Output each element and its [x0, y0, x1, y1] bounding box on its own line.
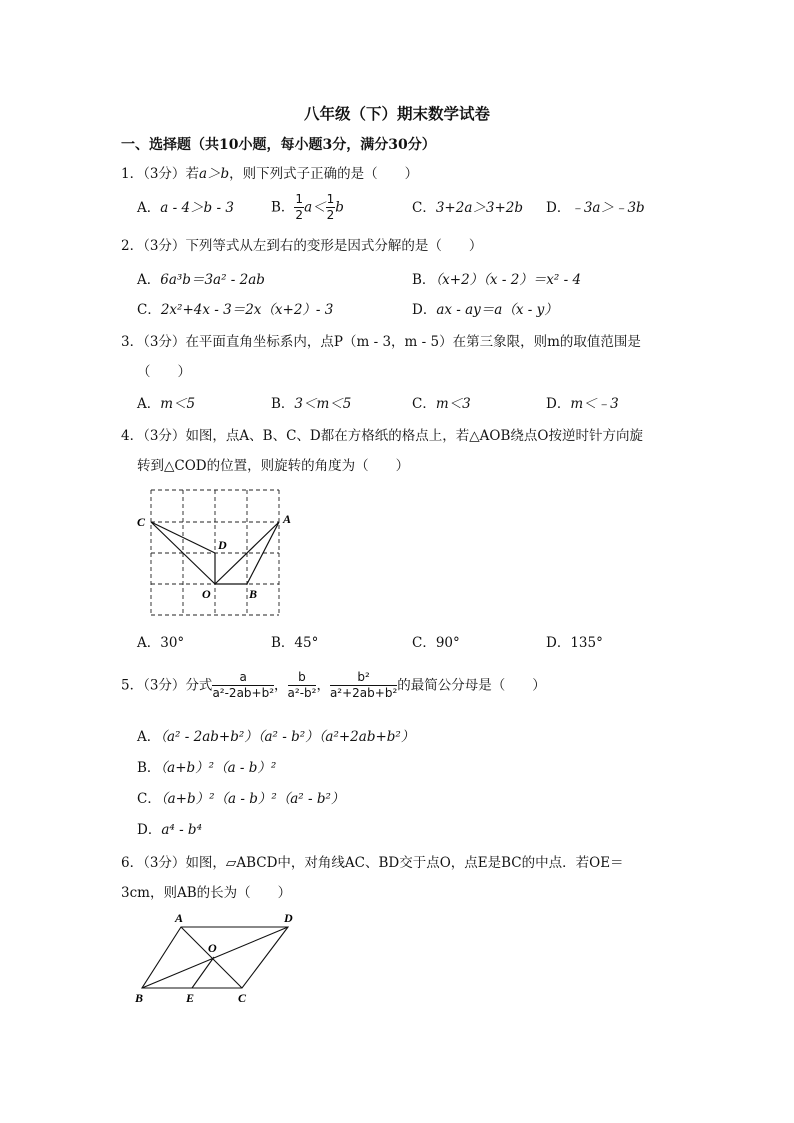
label-D: D — [284, 911, 293, 925]
q5-option-c[interactable]: C．（a+b）²（a - b）²（a² - b²） — [137, 791, 345, 807]
question-number: 1． — [121, 166, 144, 182]
segment-OE — [192, 957, 214, 988]
q5-option-d[interactable]: D．a⁴ - b⁴ — [137, 822, 202, 838]
label-C: C — [238, 991, 247, 1005]
condition: a＞b — [198, 166, 230, 182]
question-6-line2: 3cm，则AB的长为（ ） — [121, 885, 292, 901]
q4-option-c[interactable]: C．90° — [412, 635, 460, 651]
label-E: E — [186, 991, 195, 1005]
q3-option-d[interactable]: D．m＜﹣3 — [546, 396, 619, 412]
label-A: A — [283, 512, 292, 526]
q2-option-d[interactable]: D．ax - ay＝a（x - y） — [412, 302, 558, 318]
q4-option-b[interactable]: B．45° — [271, 635, 319, 651]
label-B: B — [249, 587, 258, 601]
question-4: 4．（3分）如图，点A、B、C、D都在方格纸的格点上，若△AOB绕点O按逆时针方向旋 — [121, 428, 643, 444]
fraction-3: $\frac{\text{b²}}{\text{a²+2ab+b²}}$ — [329, 670, 398, 700]
q5-option-b[interactable]: B．（a+b）²（a - b）² — [137, 760, 277, 776]
question-6: 6．（3分）如图，▱ABCD中，对角线AC、BD交于点O，点E是BC的中点．若OE＝ — [121, 855, 624, 871]
question-2: 2．（3分）下列等式从左到右的变形是因式分解的是（ ） — [121, 238, 483, 254]
q1-option-c[interactable]: C．3+2a＞3+2b — [412, 200, 524, 216]
q1-option-b[interactable]: B． $\frac{1}{2}$ a＜ $\frac{1}{2}$ b — [271, 192, 344, 222]
question-score: （3分） — [143, 166, 186, 182]
question-1 — [121, 165, 418, 183]
question-5: 5．（3分）分式 $\frac{a}{\text{a²-2ab+b²}}$ ， $\frac{b}{\text{a²-b²}}$ ， $\frac{\text{b²}}{\text{a²+2ab+b²}}$ 的最简公分母是（ ） — [121, 670, 546, 700]
q2-option-c[interactable]: C．2x²+4x - 3＝2x（x+2）- 3 — [137, 302, 334, 318]
parallelogram-figure — [130, 908, 300, 1008]
q4-option-a[interactable]: A．30° — [137, 635, 185, 651]
q5-option-a[interactable]: A．（a² - 2ab+b²）（a² - b²）（a²+2ab+b²） — [137, 729, 415, 745]
label-D: D — [218, 538, 227, 552]
label-O: O — [208, 941, 217, 955]
label-O: O — [202, 587, 211, 601]
q3-option-b[interactable]: B．3＜m＜5 — [271, 396, 352, 412]
q1-option-a[interactable]: A．a - 4＞b - 3 — [137, 200, 234, 216]
q4-option-d[interactable]: D．135° — [546, 635, 603, 651]
diagonal-AC — [181, 927, 242, 988]
fraction-2: $\frac{b}{\text{a²-b²}}$ — [287, 670, 317, 700]
fraction-half: $\frac{1}{2}$ — [295, 192, 304, 222]
question-3: 3．（3分）在平面直角坐标系内，点P（m - 3，m - 5）在第三象限，则m的取值范围是 — [121, 334, 641, 350]
q3-bracket: （ ） — [137, 364, 191, 380]
q2-option-a[interactable]: A．6a³b＝3a² - 2ab — [137, 272, 265, 288]
label-A: A — [175, 911, 184, 925]
label-C: C — [137, 515, 146, 529]
q1-option-d[interactable]: D．﹣3a＞﹣3b — [546, 200, 645, 216]
page-title: 八年级（下）期末数学试卷 — [303, 104, 490, 123]
diagonal-BD — [142, 927, 288, 988]
question-text: 若 — [185, 166, 199, 182]
fraction-half: $\frac{1}{2}$ — [326, 192, 335, 222]
q2-option-b[interactable]: B．（x+2）（x - 2）＝x² - 4 — [412, 272, 582, 288]
fraction-1: $\frac{a}{\text{a²-2ab+b²}}$ — [212, 670, 275, 700]
q3-option-c[interactable]: C．m＜3 — [412, 396, 471, 412]
question-text: ，则下列式子正确的是（ ） — [229, 166, 419, 182]
rotation-grid-figure — [130, 485, 300, 625]
label-B: B — [135, 991, 144, 1005]
q3-option-a[interactable]: A．m＜5 — [137, 396, 196, 412]
section-heading: 一、选择题（共10小题，每小题3分，满分30分） — [121, 137, 436, 153]
question-4-line2: 转到△COD的位置，则旋转的角度为（ ） — [137, 458, 410, 474]
